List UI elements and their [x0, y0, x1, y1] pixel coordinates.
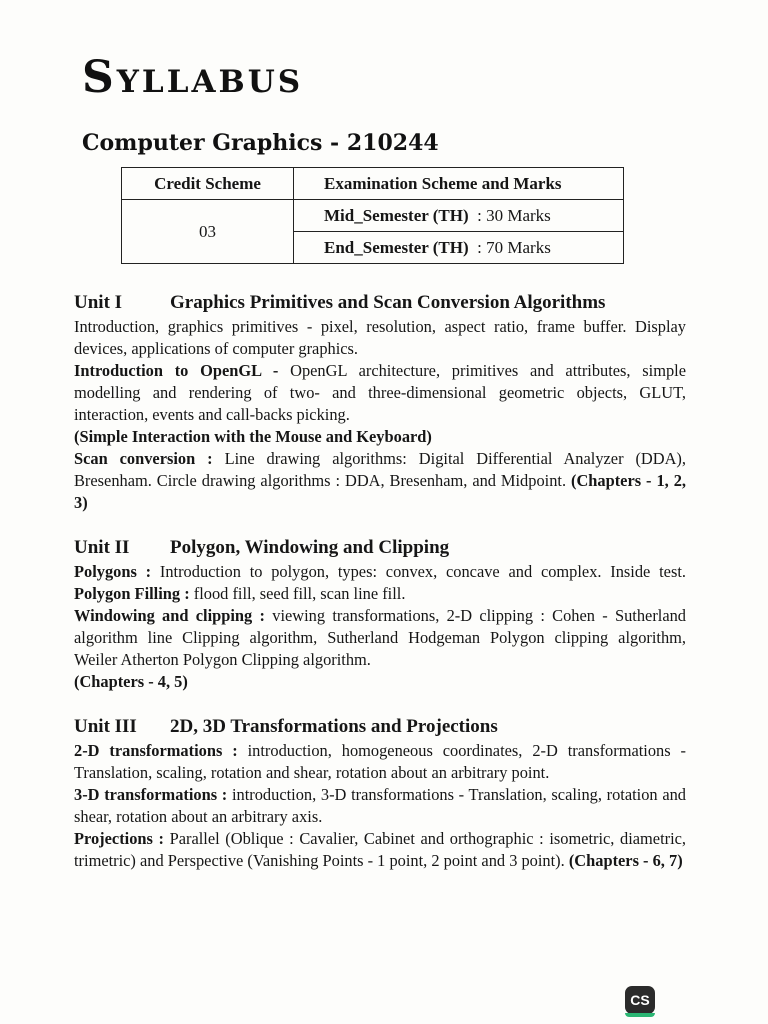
unit-2-heading [74, 537, 686, 559]
unit-3-2d-transformations: 2-D transformations : introduction, homogeneous coordinates, 2-D transformations - Translation, scaling, rotation and shear, rotation about an arbitrary point. [74, 741, 686, 782]
unit-1-scan-conversion: Scan conversion : Line drawing algorithms: Digital Differential Analyzer (DDA), Bresenham. Circle drawing algorithms : DDA, Bresenham, and Midpoint. (Chapters - 1, 2, 3) [74, 449, 686, 512]
unit-3-section [74, 716, 686, 872]
unit-3-projections: Projections : Parallel (Oblique : Cavalier, Cabinet and orthographic : isometric, diametric, trimetric) and Perspective (Vanishing Points - 1 point, 2 point and 3 point). (Chapters - 6, 7) [74, 829, 687, 870]
unit-2-section [74, 537, 686, 693]
mid-semester-label: Mid_Semester (TH) [324, 205, 469, 225]
unit-3-heading [74, 716, 686, 738]
scheme-table [121, 167, 624, 264]
end-semester-marks: : 70 Marks [477, 237, 551, 257]
mid-semester-marks: : 30 Marks [477, 205, 551, 225]
unit-2-chapters: (Chapters - 4, 5) [74, 672, 188, 691]
unit-2-number: Unit II [74, 537, 130, 558]
page-title: Syllabus [82, 52, 304, 103]
unit-1-intro: Introduction, graphics primitives - pixel, resolution, aspect ratio, frame buffer. Display devices, applications of computer graphics. [74, 317, 686, 358]
exam-scheme-header: Examination Scheme and Marks [294, 168, 624, 200]
unit-1-title: Graphics Primitives and Scan Conversion Algorithms [170, 292, 606, 313]
end-semester-label: End_Semester (TH) [324, 237, 469, 257]
unit-1-interaction: (Simple Interaction with the Mouse and Keyboard) [74, 427, 432, 446]
mid-semester-row [294, 200, 624, 232]
subject-heading: Computer Graphics - 210244 [82, 130, 439, 156]
unit-2-title: Polygon, Windowing and Clipping [170, 537, 450, 558]
unit-1-heading [74, 292, 686, 314]
unit-1-section [74, 292, 686, 514]
unit-3-number: Unit III [74, 716, 137, 737]
unit-3-title: 2D, 3D Transformations and Projections [170, 716, 498, 737]
unit-2-windowing: Windowing and clipping : viewing transformations, 2-D clipping : Cohen - Sutherland algorithm line Clipping algorithm, Sutherland Hodgeman Polygon clipping algorithm, Weiler Atherton Polygon Clipping algorithm. [74, 606, 687, 669]
unit-2-polygons: Polygons : Introduction to polygon, types: convex, concave and complex. Inside test. Polygon Filling : flood fill, seed fill, scan line fill. [74, 562, 686, 603]
end-semester-row [294, 232, 624, 264]
credit-scheme-header: Credit Scheme [122, 168, 294, 200]
unit-3-3d-transformations: 3-D transformations : introduction, 3-D transformations - Translation, scaling, rotation and shear, rotation about an arbitrary axis. [74, 785, 686, 826]
credit-value: 03 [122, 200, 294, 264]
unit-1-number: Unit I [74, 292, 123, 313]
unit-1-opengl: Introduction to OpenGL - OpenGL architecture, primitives and attributes, simple modelling and rendering of two- and three-dimensional geometric objects, GLUT, interaction, events and call-backs picking. [74, 361, 686, 424]
camscanner-logo-icon: CS [625, 986, 655, 1014]
